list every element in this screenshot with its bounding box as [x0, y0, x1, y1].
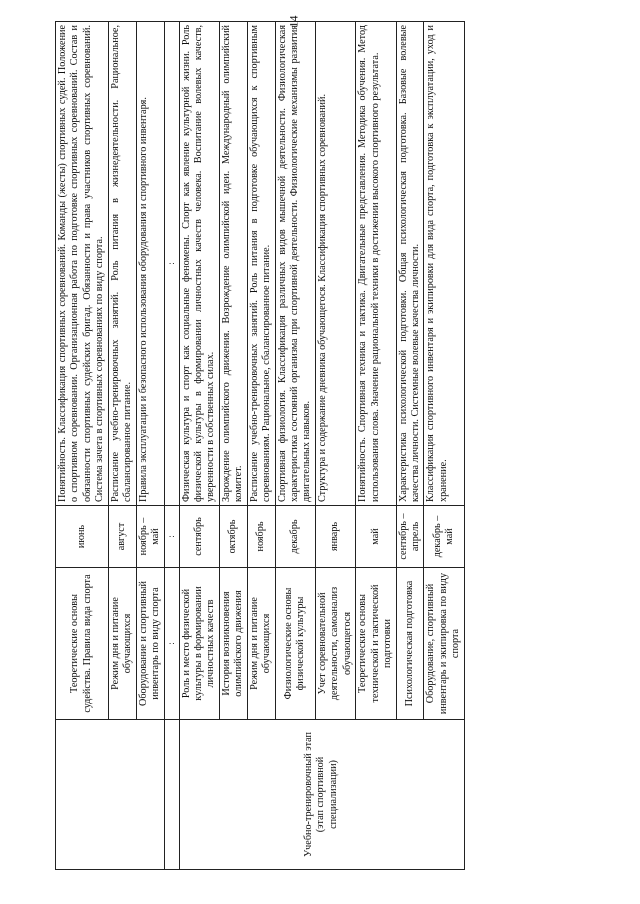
- cell-content: Понятийность. Классификация спортивных соревнований. Команды (жесты) спортивных судей. Положение о спортивном соревновании. Организационная работа по подготовке спортивных соревнований. Состав и обязанности спортивных судейских бригад. Обязанности и права участников спортивных соревнований. Система зачета в спортивных соревнованиях по виду спорта.: [56, 22, 109, 506]
- cell-theme: Оборудование и спортивный инвентарь по виду спорта: [136, 568, 164, 720]
- table-row: [179, 22, 219, 870]
- cell-theme: Психологическая подготовка: [396, 568, 424, 720]
- cell-month: декабрь – май: [424, 506, 464, 568]
- cell-month: август: [108, 506, 136, 568]
- table-body-previous-stage: [56, 22, 165, 870]
- cell-content: Спортивная физиология. Классификация различных видов мышечной деятельности. Физиологическая характеристика состояний организма при спортивной деятельности. Физиологические механизмы развития двигательных навыков.: [275, 22, 315, 506]
- cell-month: ноябрь: [247, 506, 275, 568]
- cell-content: Расписание учебно-тренировочных занятий. Роль питания в жизнедеятельности. Рациональное, сбалансированное питание.: [108, 22, 136, 506]
- table-row: [164, 22, 179, 870]
- continuation-mark: :: [164, 568, 179, 720]
- cell-month: май: [356, 506, 396, 568]
- cell-month: ноябрь – май: [136, 506, 164, 568]
- cell-content: Физическая культура и спорт как социальные феномены. Спорт как явление культурной жизни. Роль физической культуры в формировании личностных качеств человека. Воспитание волевых качеств, уверенности в собственных силах.: [179, 22, 219, 506]
- cell-month: декабрь: [275, 506, 315, 568]
- rotated-page: [55, 22, 620, 870]
- cell-month: сентябрь – апрель: [396, 506, 424, 568]
- cell-month: январь: [315, 506, 355, 568]
- cell-content: Характеристика психологической подготовки. Общая психологическая подготовка. Базовые волевые качества личности. Системные волевые качества личности.: [396, 22, 424, 506]
- cell-content: Понятийность. Спортивная техника и тактика. Двигательные представления. Методика обучения. Метод использования слова. Значение рациональной техники в достижении высокого спортивного результата.: [356, 22, 396, 506]
- cell-content: Правила эксплуатации и безопасного использования оборудования и спортивного инвентаря.: [136, 22, 164, 506]
- cell-theme: История возникновения олимпийского движения: [219, 568, 247, 720]
- cell-theme: Теоретические основы технической и тактической подготовки: [356, 568, 396, 720]
- cell-theme: Роль и место физической культуры в формировании личностных качеств: [179, 568, 219, 720]
- page-number: 14: [286, 15, 301, 28]
- continuation-mark: :: [164, 22, 179, 506]
- cell-theme: Оборудование, спортивный инвентарь и экипировка по виду спорта: [424, 568, 464, 720]
- cell-theme: Физиологические основы физической культуры: [275, 568, 315, 720]
- cell-content: Зарождение олимпийского движения. Возрождение олимпийской идеи. Международный олимпийский комитет.: [219, 22, 247, 506]
- continuation-mark: :: [164, 506, 179, 568]
- cell-month: июнь: [56, 506, 109, 568]
- cell-theme: Теоретические основы судейства. Правила вида спорта: [56, 568, 109, 720]
- cell-theme: Учет соревновательной деятельности, самоанализ обучающегося: [315, 568, 355, 720]
- cell-theme: Режим дня и питание обучающихся: [108, 568, 136, 720]
- curriculum-table: [55, 21, 465, 870]
- cell-month: сентябрь: [179, 506, 219, 568]
- table-body-training-stage: [179, 22, 464, 870]
- cell-content: Структура и содержание дневника обучающегося. Классификация спортивных соревнований.: [315, 22, 355, 506]
- cell-content: Расписание учебно-тренировочных занятий. Роль питания в подготовке обучающихся к спортивным соревнованиям. Рациональное, сбалансированное питание.: [247, 22, 275, 506]
- cell-theme: Режим дня и питание обучающихся: [247, 568, 275, 720]
- cell-month: октябрь: [219, 506, 247, 568]
- table-continuation-marker-row: [164, 22, 179, 870]
- stage-cell-empty: [56, 720, 165, 870]
- stage-cell-empty: [164, 720, 179, 870]
- cell-content: Классификация спортивного инвентаря и экипировки для вида спорта, подготовка к эксплуатации, уход и хранение.: [424, 22, 464, 506]
- stage-label: Учебно-тренировочный этап (этап спортивной специализации): [179, 720, 464, 870]
- table-row: [56, 22, 109, 870]
